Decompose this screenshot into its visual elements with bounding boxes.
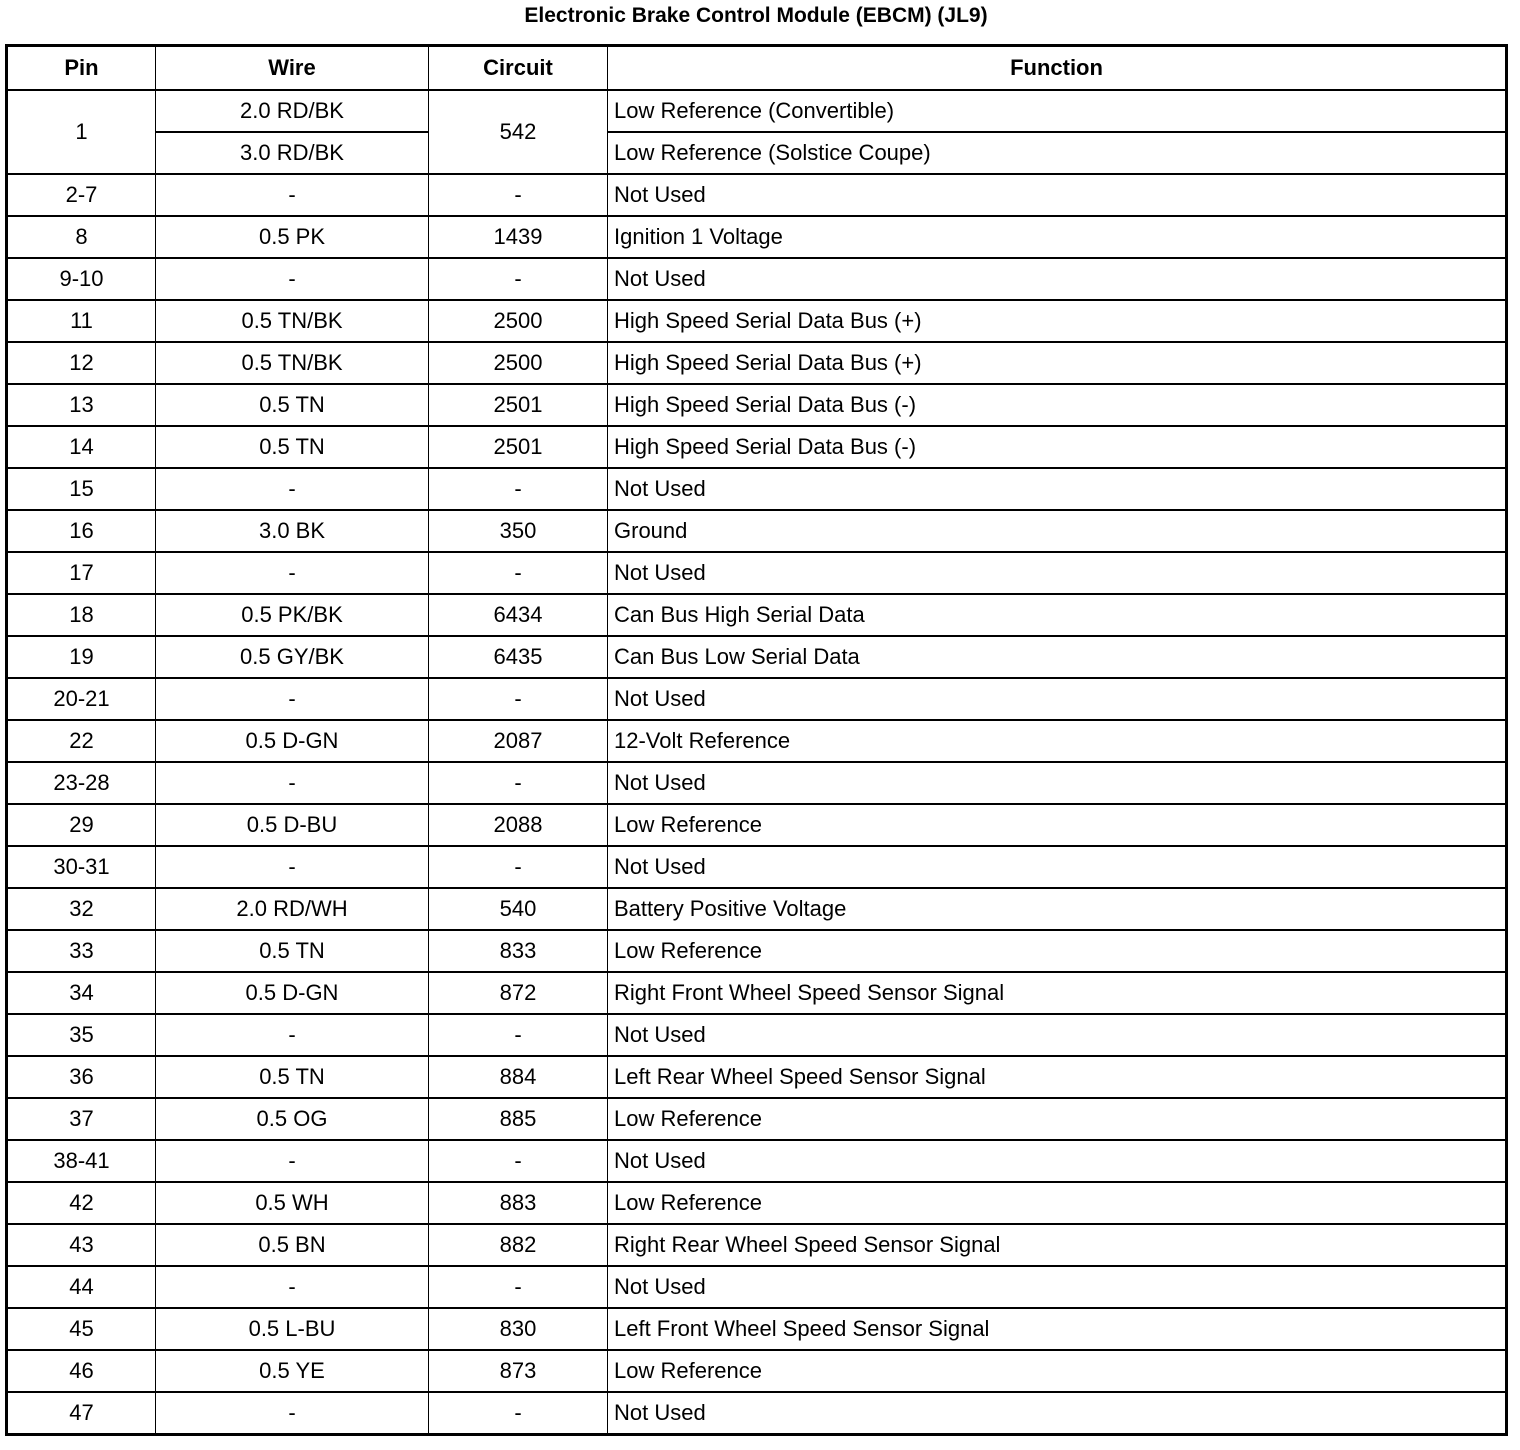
table-row [7, 594, 1507, 636]
circuit-cell: 2087 [429, 720, 608, 762]
pin-cell: 15 [7, 468, 156, 510]
table-row [7, 1098, 1507, 1140]
function-cell: Low Reference [608, 1182, 1507, 1224]
function-cell: Can Bus High Serial Data [608, 594, 1507, 636]
circuit-cell: - [429, 174, 608, 216]
wire-cell: 0.5 L-BU [156, 1308, 429, 1350]
wire-cell: 3.0 RD/BK [156, 132, 429, 174]
table-row [7, 216, 1507, 258]
circuit-cell: - [429, 762, 608, 804]
wire-cell: - [156, 1392, 429, 1435]
function-cell: Ground [608, 510, 1507, 552]
pin-cell: 36 [7, 1056, 156, 1098]
function-cell: Not Used [608, 1266, 1507, 1308]
circuit-cell: 885 [429, 1098, 608, 1140]
table-row [7, 804, 1507, 846]
pin-cell: 1 [7, 90, 156, 174]
table-row [7, 1392, 1507, 1435]
circuit-cell: - [429, 846, 608, 888]
table-row [7, 888, 1507, 930]
table-row [7, 1350, 1507, 1392]
table-row [7, 384, 1507, 426]
wire-cell: 0.5 PK/BK [156, 594, 429, 636]
pin-cell: 33 [7, 930, 156, 972]
pin-cell: 12 [7, 342, 156, 384]
wire-cell: - [156, 1140, 429, 1182]
table-row [7, 510, 1507, 552]
circuit-cell: - [429, 1392, 608, 1435]
circuit-cell: 872 [429, 972, 608, 1014]
wire-cell: 0.5 D-GN [156, 720, 429, 762]
wire-cell: - [156, 1266, 429, 1308]
table-row [7, 1014, 1507, 1056]
pin-cell: 47 [7, 1392, 156, 1435]
table-row [7, 258, 1507, 300]
table-row [7, 342, 1507, 384]
circuit-cell: 883 [429, 1182, 608, 1224]
circuit-cell: 2501 [429, 384, 608, 426]
pin-cell: 30-31 [7, 846, 156, 888]
circuit-cell: 882 [429, 1224, 608, 1266]
circuit-cell: 830 [429, 1308, 608, 1350]
function-cell: Right Front Wheel Speed Sensor Signal [608, 972, 1507, 1014]
table-row [7, 972, 1507, 1014]
function-cell: High Speed Serial Data Bus (-) [608, 384, 1507, 426]
wire-cell: 2.0 RD/BK [156, 90, 429, 132]
wire-cell: 0.5 GY/BK [156, 636, 429, 678]
function-cell: Not Used [608, 678, 1507, 720]
function-cell: Left Rear Wheel Speed Sensor Signal [608, 1056, 1507, 1098]
wire-cell: 0.5 OG [156, 1098, 429, 1140]
pin-cell: 18 [7, 594, 156, 636]
table-row [7, 300, 1507, 342]
function-cell: Not Used [608, 762, 1507, 804]
function-cell: Low Reference (Convertible) [608, 90, 1507, 132]
pin-cell: 29 [7, 804, 156, 846]
table-row [7, 1224, 1507, 1266]
circuit-cell: 540 [429, 888, 608, 930]
function-cell: High Speed Serial Data Bus (+) [608, 342, 1507, 384]
function-cell: High Speed Serial Data Bus (-) [608, 426, 1507, 468]
wire-cell: 0.5 TN [156, 1056, 429, 1098]
pin-cell: 32 [7, 888, 156, 930]
wire-cell: 0.5 WH [156, 1182, 429, 1224]
function-cell: Low Reference [608, 1350, 1507, 1392]
header-function: Function [608, 46, 1507, 91]
function-cell: Can Bus Low Serial Data [608, 636, 1507, 678]
circuit-cell: 1439 [429, 216, 608, 258]
circuit-cell: 873 [429, 1350, 608, 1392]
circuit-cell: 2500 [429, 342, 608, 384]
wire-cell: - [156, 678, 429, 720]
wire-cell: 0.5 D-GN [156, 972, 429, 1014]
wire-cell: - [156, 174, 429, 216]
circuit-cell: - [429, 552, 608, 594]
table-row [7, 720, 1507, 762]
pin-cell: 37 [7, 1098, 156, 1140]
function-cell: Not Used [608, 1392, 1507, 1435]
document-title: Electronic Brake Control Module (EBCM) (JL9) [524, 4, 988, 27]
function-cell: Not Used [608, 552, 1507, 594]
pin-cell: 17 [7, 552, 156, 594]
circuit-cell: - [429, 678, 608, 720]
table-row [7, 846, 1507, 888]
circuit-cell: 6434 [429, 594, 608, 636]
function-cell: Ignition 1 Voltage [608, 216, 1507, 258]
function-cell: Not Used [608, 846, 1507, 888]
function-cell: Low Reference [608, 1098, 1507, 1140]
circuit-cell: 6435 [429, 636, 608, 678]
pin-cell: 16 [7, 510, 156, 552]
wire-cell: 0.5 TN [156, 930, 429, 972]
wire-cell: 0.5 BN [156, 1224, 429, 1266]
circuit-cell: - [429, 258, 608, 300]
wire-cell: 0.5 TN [156, 426, 429, 468]
pin-cell: 46 [7, 1350, 156, 1392]
circuit-cell: - [429, 1140, 608, 1182]
wire-cell: 2.0 RD/WH [156, 888, 429, 930]
pin-cell: 22 [7, 720, 156, 762]
header-wire: Wire [156, 46, 429, 91]
wire-cell: 0.5 TN/BK [156, 342, 429, 384]
pin-cell: 45 [7, 1308, 156, 1350]
circuit-cell: 884 [429, 1056, 608, 1098]
function-cell: Not Used [608, 1014, 1507, 1056]
wire-cell: 0.5 TN [156, 384, 429, 426]
wire-cell: 0.5 PK [156, 216, 429, 258]
pin-cell: 19 [7, 636, 156, 678]
circuit-cell: - [429, 1014, 608, 1056]
table-row [7, 426, 1507, 468]
circuit-cell: 2500 [429, 300, 608, 342]
function-cell: Not Used [608, 258, 1507, 300]
table-row [7, 1182, 1507, 1224]
pin-cell: 20-21 [7, 678, 156, 720]
pin-cell: 14 [7, 426, 156, 468]
function-cell: High Speed Serial Data Bus (+) [608, 300, 1507, 342]
pin-cell: 2-7 [7, 174, 156, 216]
wire-cell: 3.0 BK [156, 510, 429, 552]
function-cell: Right Rear Wheel Speed Sensor Signal [608, 1224, 1507, 1266]
wire-cell: - [156, 1014, 429, 1056]
wire-cell: - [156, 552, 429, 594]
function-cell: 12-Volt Reference [608, 720, 1507, 762]
function-cell: Battery Positive Voltage [608, 888, 1507, 930]
pin-cell: 23-28 [7, 762, 156, 804]
pin-cell: 11 [7, 300, 156, 342]
circuit-cell: 542 [429, 90, 608, 174]
function-cell: Not Used [608, 174, 1507, 216]
wire-cell: - [156, 258, 429, 300]
wire-cell: - [156, 468, 429, 510]
function-cell: Not Used [608, 1140, 1507, 1182]
header-circuit: Circuit [429, 46, 608, 91]
table-row [7, 132, 1507, 174]
table-row [7, 1140, 1507, 1182]
table-row [7, 1266, 1507, 1308]
wire-cell: 0.5 YE [156, 1350, 429, 1392]
table-row [7, 1056, 1507, 1098]
pin-cell: 38-41 [7, 1140, 156, 1182]
table-row [7, 552, 1507, 594]
circuit-cell: 2088 [429, 804, 608, 846]
circuit-cell: 2501 [429, 426, 608, 468]
circuit-cell: 833 [429, 930, 608, 972]
pin-cell: 13 [7, 384, 156, 426]
table-row [7, 468, 1507, 510]
wire-cell: - [156, 846, 429, 888]
function-cell: Low Reference [608, 930, 1507, 972]
circuit-cell: 350 [429, 510, 608, 552]
pin-cell: 43 [7, 1224, 156, 1266]
pin-cell: 42 [7, 1182, 156, 1224]
table-row [7, 636, 1507, 678]
table-row [7, 174, 1507, 216]
pin-cell: 35 [7, 1014, 156, 1056]
pin-cell: 8 [7, 216, 156, 258]
pin-cell: 44 [7, 1266, 156, 1308]
pin-cell: 34 [7, 972, 156, 1014]
table-row [7, 762, 1507, 804]
table-row [7, 90, 1507, 132]
header-row [7, 46, 1507, 91]
wire-cell: 0.5 TN/BK [156, 300, 429, 342]
circuit-cell: - [429, 468, 608, 510]
function-cell: Left Front Wheel Speed Sensor Signal [608, 1308, 1507, 1350]
header-pin: Pin [7, 46, 156, 91]
table-row [7, 678, 1507, 720]
pinout-table [5, 44, 1508, 1436]
function-cell: Not Used [608, 468, 1507, 510]
function-cell: Low Reference (Solstice Coupe) [608, 132, 1507, 174]
table-row [7, 1308, 1507, 1350]
circuit-cell: - [429, 1266, 608, 1308]
wire-cell: - [156, 762, 429, 804]
pin-cell: 9-10 [7, 258, 156, 300]
wire-cell: 0.5 D-BU [156, 804, 429, 846]
table-row [7, 930, 1507, 972]
function-cell: Low Reference [608, 804, 1507, 846]
